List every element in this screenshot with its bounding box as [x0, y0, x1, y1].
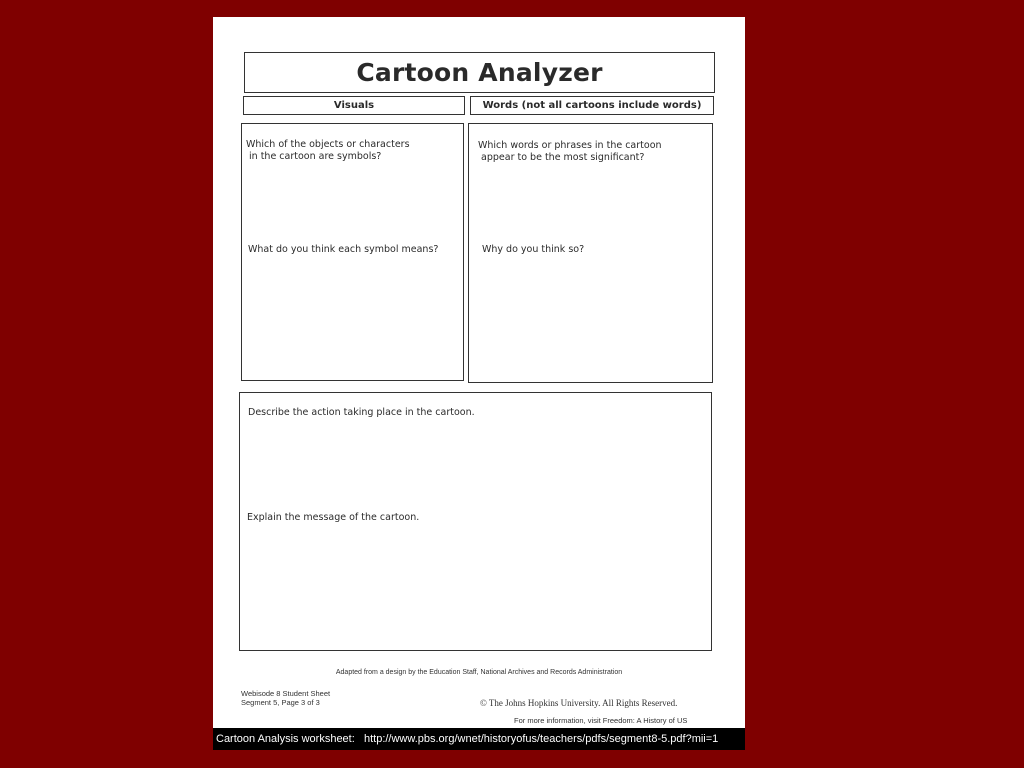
words-column-header: Words (not all cartoons include words)	[470, 96, 714, 115]
describe-action-question: Describe the action taking place in the cartoon.	[248, 407, 475, 418]
words-panel	[468, 123, 713, 383]
segment-page-label: Segment 5, Page 3 of 3	[241, 698, 320, 707]
worksheet-page	[213, 17, 745, 750]
worksheet-title: Cartoon Analyzer	[356, 58, 603, 87]
significant-words-question: Which words or phrases in the cartoon appear to be the most significant?	[478, 140, 662, 163]
symbol-meaning-question: What do you think each symbol means?	[248, 244, 439, 255]
title-box	[244, 52, 715, 93]
visuals-column-header: Visuals	[243, 96, 465, 115]
caption-label: Cartoon Analysis worksheet:	[216, 733, 355, 745]
copyright-notice: © The Johns Hopkins University. All Rights Reserved.	[480, 698, 678, 708]
symbols-question: Which of the objects or characters in the cartoon are symbols?	[246, 139, 410, 162]
sheet-identifier	[241, 689, 330, 707]
explain-message-question: Explain the message of the cartoon.	[247, 512, 420, 523]
visuals-panel	[241, 123, 464, 381]
adaptation-credit: Adapted from a design by the Education Staff, National Archives and Records Administration	[335, 669, 623, 676]
action-panel	[239, 392, 712, 651]
more-info-note: For more information, visit Freedom: A History of US	[514, 716, 688, 725]
webisode-label: Webisode 8 Student Sheet	[241, 689, 331, 698]
caption-url-link[interactable]: http://www.pbs.org/wnet/historyofus/teachers/pdfs/segment8-5.pdf?mii=1	[363, 733, 719, 745]
caption-bar	[213, 728, 745, 750]
why-question: Why do you think so?	[482, 244, 585, 255]
